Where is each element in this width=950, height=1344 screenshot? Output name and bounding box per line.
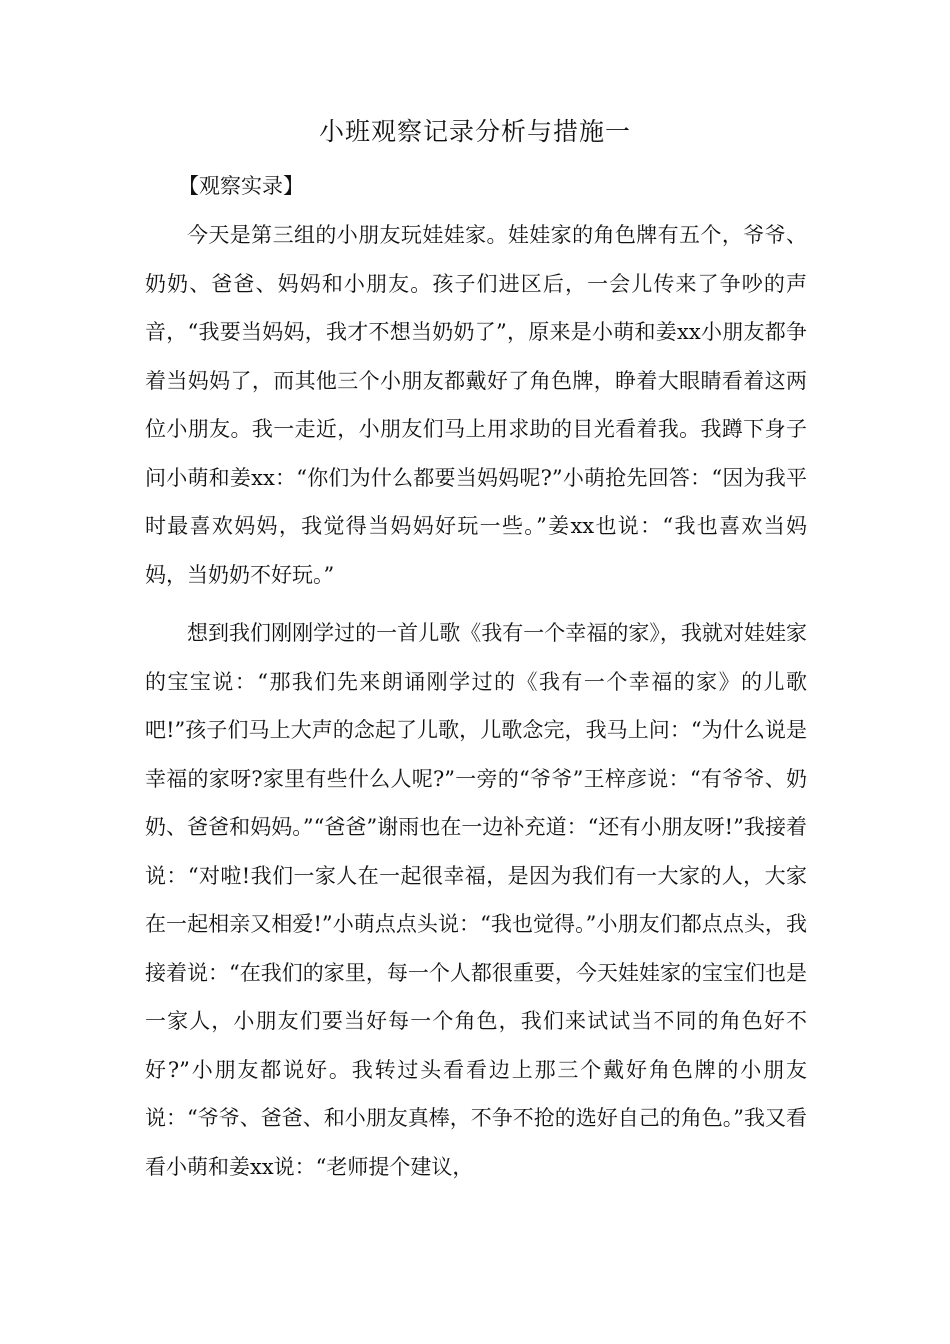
document-title: 小班观察记录分析与措施一 <box>318 117 631 146</box>
section-heading: 【观察实录】 <box>178 174 304 198</box>
paragraph-observation-1: 今天是第三组的小朋友玩娃娃家。娃娃家的角色牌有五个，爷爷、奶奶、爸爸、妈妈和小朋友。孩子们进区后，一会儿传来了争吵的声音，“我要当妈妈，我才不想当奶奶了”，原来是小萌和姜xx小朋友都争着当妈妈了，而其他三个小朋友都戴好了角色牌，睁着大眼睛看着这两位小朋友。我一走近，小朋友们马上用求助的目光看着我。我蹲下身子问小萌和姜xx：“你们为什么都要当妈妈呢?”小萌抢先回答：“因为我平时最喜欢妈妈，我觉得当妈妈好玩一些。”姜xx也说：“我也喜欢当妈妈，当奶奶不好玩。” <box>145 223 807 587</box>
paragraph-observation-2: 想到我们刚刚学过的一首儿歌《我有一个幸福的家》，我就对娃娃家的宝宝说：“那我们先来朗诵刚学过的《我有一个幸福的家》的儿歌吧!”孩子们马上大声的念起了儿歌，儿歌念完，我马上问：“为什么说是幸福的家呀?家里有些什么人呢?”一旁的“爷爷”王梓彦说：“有爷爷、奶奶、爸爸和妈妈。”“爸爸”谢雨也在一边补充道：“还有小朋友呀!”我接着说：“对啦!我们一家人在一起很幸福，是因为我们有一大家的人，大家在一起相亲又相爱!”小萌点点头说：“我也觉得。”小朋友们都点点头，我接着说：“在我们的家里，每一个人都很重要，今天娃娃家的宝宝们也是一家人，小朋友们要当好每一个角色，我们来试试当不同的角色好不好?”小朋友都说好。我转过头看看边上那三个戴好角色牌的小朋友说：“爷爷、爸爸、和小朋友真棒，不争不抢的选好自己的角色。”我又看看小萌和姜xx说：“老师提个建议， <box>145 621 807 1179</box>
